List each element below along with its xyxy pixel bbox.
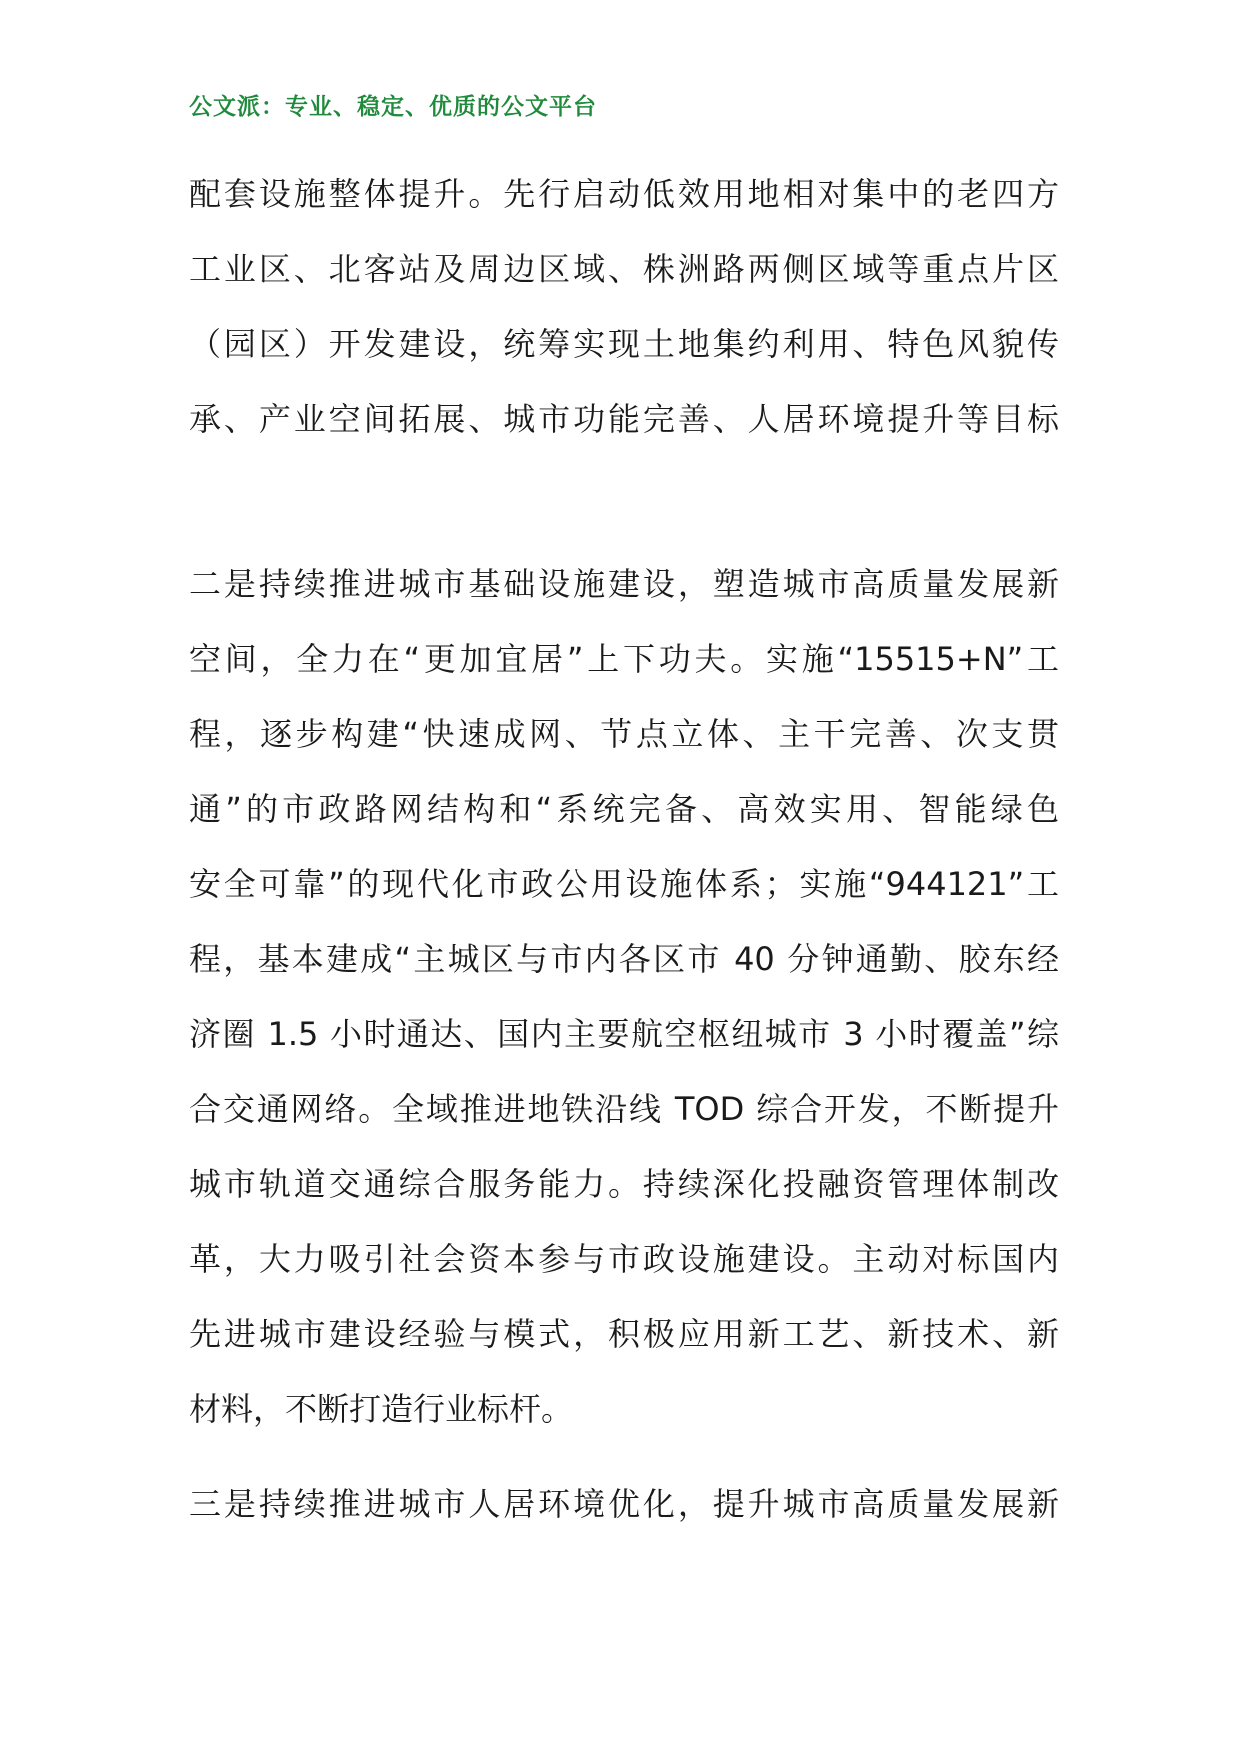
text-line: 安全可靠”的现代化市政公用设施体系；实施“944121”工: [189, 865, 1059, 903]
page-header: 公文派：专业、稳定、优质的公文平台: [189, 94, 597, 120]
text-line: 合交通网络。全域推进地铁沿线 TOD 综合开发，不断提升: [189, 1090, 1059, 1128]
text-line: 革，大力吸引社会资本参与市政设施建设。主动对标国内: [189, 1240, 1059, 1278]
text-line: 材料，不断打造行业标杆。: [189, 1390, 574, 1428]
paragraph-2: [189, 547, 1059, 1447]
text-line: 空间，全力在“更加宜居”上下功夫。实施“15515+N”工: [189, 640, 1059, 678]
paragraph-3: [189, 1467, 1059, 1542]
text-line: 程，基本建成“主城区与市内各区市 40 分钟通勤、胶东经: [189, 940, 1059, 978]
text-line: 程，逐步构建“快速成网、节点立体、主干完善、次支贯: [189, 715, 1059, 753]
text-line: 通”的市政路网结构和“系统完备、高效实用、智能绿色: [189, 790, 1059, 828]
text-line: 承、产业空间拓展、城市功能完善、人居环境提升等目标: [189, 400, 1059, 438]
text-line: 工业区、北客站及周边区域、株洲路两侧区域等重点片区: [189, 250, 1059, 288]
text-line: （园区）开发建设，统筹实现土地集约利用、特色风貌传: [189, 325, 1059, 363]
text-line: 二是持续推进城市基础设施建设，塑造城市高质量发展新: [189, 565, 1059, 603]
paragraph-1: [189, 157, 1059, 457]
text-line: 三是持续推进城市人居环境优化，提升城市高质量发展新: [189, 1485, 1059, 1523]
text-line: 济圈 1.5 小时通达、国内主要航空枢纽城市 3 小时覆盖”综: [189, 1015, 1059, 1053]
text-line: 城市轨道交通综合服务能力。持续深化投融资管理体制改: [189, 1165, 1059, 1203]
text-line: 配套设施整体提升。先行启动低效用地相对集中的老四方: [189, 175, 1059, 213]
text-line: 先进城市建设经验与模式，积极应用新工艺、新技术、新: [189, 1315, 1059, 1353]
